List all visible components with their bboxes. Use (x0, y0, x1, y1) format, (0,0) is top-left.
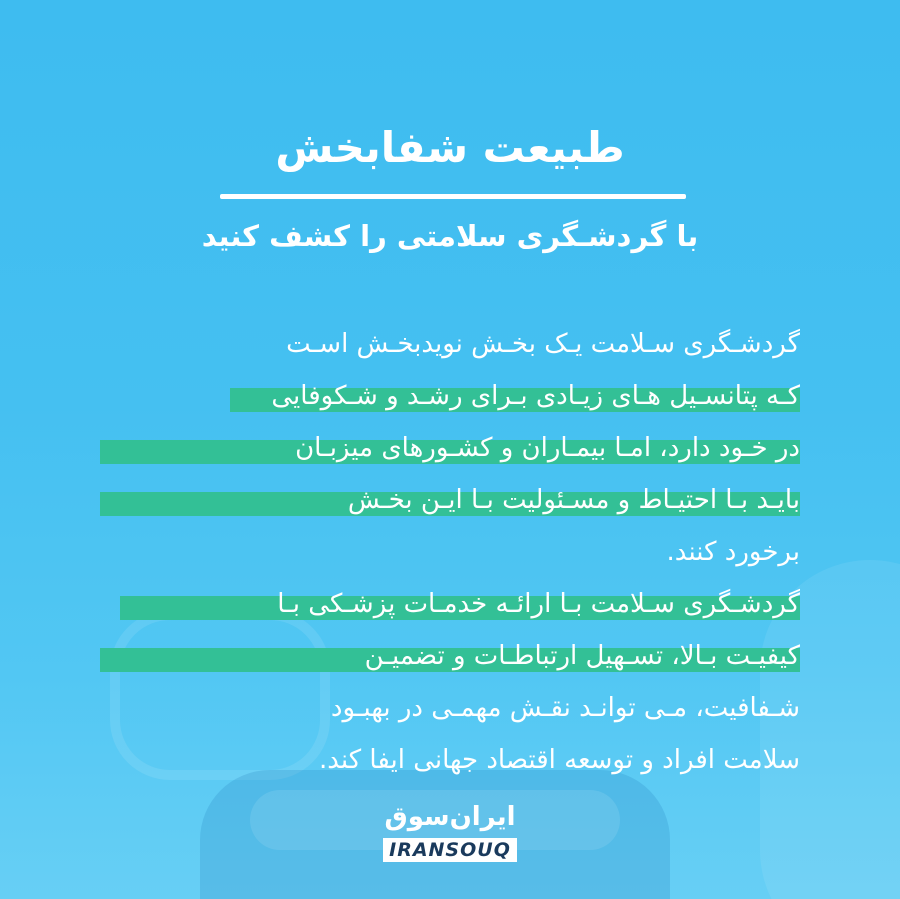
brand-name-fa: ایران‌سوق (384, 802, 516, 832)
paragraph-line: برخورد کنند. (666, 537, 800, 567)
paragraph-line: کـه پتانسـیل هـای زیـادی بـرای رشـد و شـکوفایی (100, 370, 800, 422)
paragraph-line: کیفیـت بـالا، تسـهیل ارتباطـات و تضمیـن (100, 630, 800, 682)
paragraph-line: سلامت افراد و توسعه اقتصاد جهانی ایفا کند. (319, 745, 800, 775)
post-subtitle: با گردشـگری سلامتی را کشف کنید (201, 219, 699, 253)
paragraph-line: بایـد بـا احتیـاط و مسـئولیت بـا ایـن بخـش (100, 474, 800, 526)
brand-name-en: IRANSOUQ (383, 838, 517, 862)
title-divider (220, 194, 686, 199)
paragraph-line: در خـود دارد، امـا بیمـاران و کشـورهای میزبـان (100, 422, 800, 474)
paragraph-line: گردشـگری سـلامت یـک بخـش نویدبخـش اسـت (286, 329, 800, 359)
post-title: طبیعت شفابخش (275, 123, 625, 172)
paragraph-line: گردشـگری سـلامت بـا ارائـه خدمـات پزشـکی بـا (100, 578, 800, 630)
brand-logo (0, 800, 900, 862)
paragraph-1 (100, 318, 800, 578)
paragraph-2 (100, 578, 800, 786)
paragraph-line: شـفافیت، مـی توانـد نقـش مهمـی در بهبـود (330, 693, 800, 723)
